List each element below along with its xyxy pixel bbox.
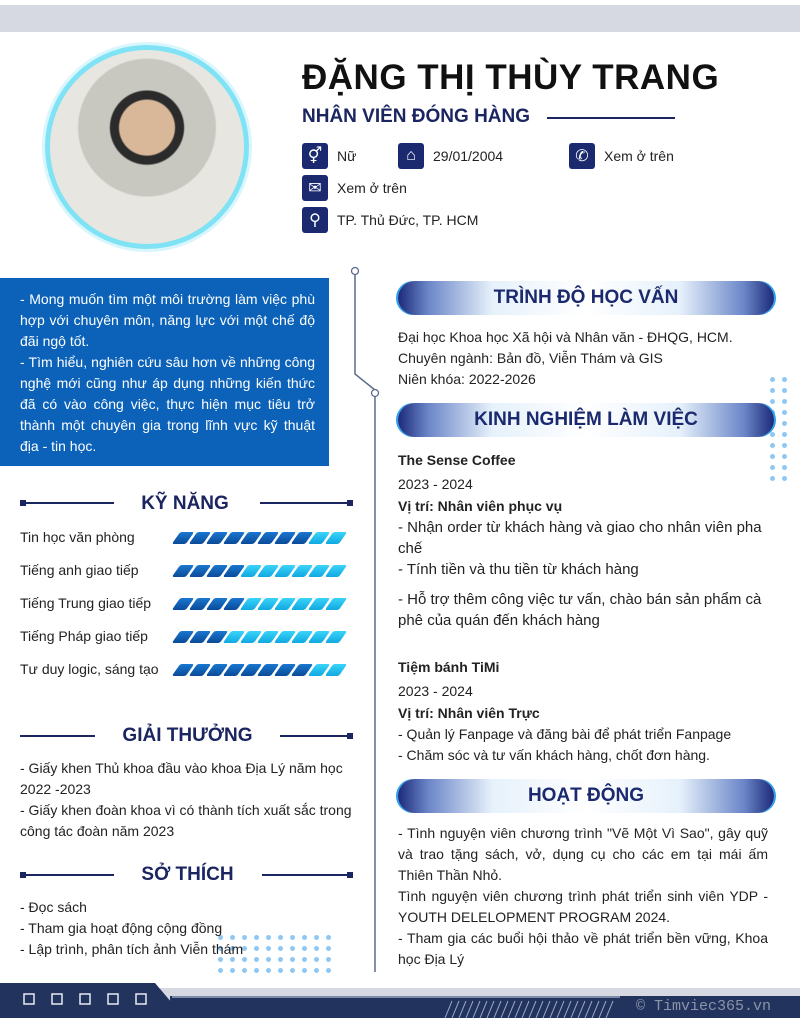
divider <box>24 874 114 876</box>
email-info: ✉ Xem ở trên <box>302 175 407 201</box>
dot <box>770 399 775 404</box>
education-heading: TRÌNH ĐỘ HỌC VẤN <box>398 281 774 315</box>
hobby-item: - Đọc sách <box>20 899 87 915</box>
dot <box>278 957 283 962</box>
mail-icon: ✉ <box>302 175 328 201</box>
job-period: 2023 - 2024 <box>398 683 473 699</box>
dot <box>782 388 787 393</box>
skill-name: Tin học văn phòng <box>20 529 135 545</box>
job-position: Vị trí: Nhân viên phục vụ <box>398 498 563 514</box>
experience-heading: KINH NGHIỆM LÀM VIỆC <box>398 403 774 437</box>
awards-list <box>20 758 355 842</box>
dot <box>302 957 307 962</box>
dot <box>770 388 775 393</box>
dot <box>266 957 271 962</box>
dot <box>782 421 787 426</box>
dot <box>278 946 283 951</box>
dot <box>278 935 283 940</box>
dot <box>266 968 271 973</box>
watermark: © Timviec365.vn <box>636 998 772 1015</box>
dot <box>782 399 787 404</box>
career-objective <box>0 278 329 466</box>
dot <box>782 432 787 437</box>
job-entry <box>398 450 768 631</box>
dot <box>290 957 295 962</box>
decor <box>347 872 353 878</box>
decor <box>347 733 353 739</box>
divider <box>20 735 95 737</box>
skills-heading: KỸ NĂNG <box>141 493 229 514</box>
skill-level-bar <box>176 532 343 544</box>
dot <box>302 968 307 973</box>
objective-text: - Mong muốn tìm một môi trường làm việc phù hợp với chuyên môn, năng lực với một chế độ đãi ngộ tốt. <box>20 291 315 349</box>
objective-text: - Tìm hiểu, nghiên cứu sâu hơn về những công nghệ mới cũng như áp dụng những kiến thức đã có vào công việc, thực hiện mục tiêu trở thành một chuyên gia trong lĩnh vực kỹ thuật địa - tin học. <box>20 354 315 454</box>
awards-heading: GIẢI THƯỞNG <box>122 725 253 746</box>
dot <box>242 968 247 973</box>
job-task: - Hỗ trợ thêm công việc tư vấn, chào bán sản phẩm cà phê của quán đến khách hàng <box>398 591 762 629</box>
top-band <box>0 5 800 32</box>
company-name: The Sense Coffee <box>398 452 516 468</box>
divider <box>547 117 675 119</box>
dot <box>290 968 295 973</box>
dot <box>266 935 271 940</box>
dot <box>782 465 787 470</box>
dot <box>266 946 271 951</box>
activity-item: Tình nguyện viên chương trình phát triển sinh viên YDP - YOUTH DELELOPMENT PROGRAM 2024. <box>398 888 768 925</box>
decor <box>347 500 353 506</box>
hobbies-heading: SỞ THÍCH <box>141 864 234 885</box>
gender-info: ⚥ Nữ <box>302 143 356 169</box>
dot <box>326 946 331 951</box>
job-position: Vị trí: Nhân viên Trực <box>398 705 540 721</box>
dot <box>770 432 775 437</box>
dot <box>218 968 223 973</box>
dot <box>770 476 775 481</box>
dot <box>770 454 775 459</box>
skill-level-bar <box>176 631 343 643</box>
address-info: ⚲ TP. Thủ Đức, TP. HCM <box>302 207 478 233</box>
dot <box>314 968 319 973</box>
phone-icon: ✆ <box>569 143 595 169</box>
dot <box>782 410 787 415</box>
job-entry <box>398 657 768 766</box>
dot <box>290 946 295 951</box>
dot <box>782 443 787 448</box>
divider <box>24 502 114 504</box>
divider <box>260 502 350 504</box>
dot <box>770 377 775 382</box>
dot <box>326 957 331 962</box>
dot <box>314 957 319 962</box>
dot <box>302 946 307 951</box>
job-task: - Tính tiền và thu tiền từ khách hàng <box>398 561 639 578</box>
divider <box>262 874 350 876</box>
dot <box>254 957 259 962</box>
profile-photo <box>45 45 249 249</box>
job-task: - Chăm sóc và tư vấn khách hàng, chốt đơn hàng. <box>398 747 710 763</box>
skill-level-bar <box>176 598 343 610</box>
cake-icon: ⌂ <box>398 143 424 169</box>
activity-item: - Tình nguyện viên chương trình "Vẽ Một Vì Sao", gây quỹ và trao tặng sách, vở, dụng cụ cho các em tại mái ấm Thiên Thần Nhỏ. <box>398 825 768 883</box>
job-task: - Quản lý Fanpage và đăng bài để phát triển Fanpage <box>398 726 732 742</box>
dot <box>230 968 235 973</box>
birthday-info: ⌂ 29/01/2004 <box>398 143 503 169</box>
skill-name: Tiếng Pháp giao tiếp <box>20 628 148 644</box>
education-details <box>398 327 733 390</box>
skill-name: Tiếng Trung giao tiếp <box>20 595 152 611</box>
dot <box>254 946 259 951</box>
hobby-item: - Lập trình, phân tích ảnh Viễn thám <box>20 941 244 957</box>
dot <box>302 935 307 940</box>
activity-item: - Tham gia các buổi hội thảo về phát triển bền vững, Khoa học Địa Lý <box>398 930 768 967</box>
skill-level-bar <box>176 565 343 577</box>
dot-pattern <box>770 377 787 481</box>
dot <box>782 476 787 481</box>
award-item: - Giấy khen Thủ khoa đầu vào khoa Địa Lý năm học 2022 -2023 <box>20 760 343 797</box>
activities-heading: HOẠT ĐỘNG <box>398 779 774 813</box>
dot <box>278 968 283 973</box>
dot <box>782 454 787 459</box>
education-line: Chuyên ngành: Bản đồ, Viễn Thám và GIS <box>398 350 663 366</box>
education-line: Niên khóa: 2022-2026 <box>398 371 536 387</box>
job-period: 2023 - 2024 <box>398 476 473 492</box>
education-line: Đại học Khoa học Xã hội và Nhân văn - ĐHQG, HCM. <box>398 329 733 345</box>
hobby-item: - Tham gia hoạt động cộng đồng <box>20 920 223 936</box>
dot <box>290 935 295 940</box>
dot <box>254 935 259 940</box>
dot <box>254 968 259 973</box>
dot <box>770 443 775 448</box>
dot <box>770 465 775 470</box>
skill-name: Tiếng anh giao tiếp <box>20 562 139 578</box>
dot <box>326 968 331 973</box>
award-item: - Giấy khen đoàn khoa vì có thành tích xuất sắc trong công tác đoàn năm 2023 <box>20 802 352 839</box>
company-name: Tiệm bánh TiMi <box>398 659 500 675</box>
job-title: NHÂN VIÊN ĐÓNG HÀNG <box>302 106 531 127</box>
skill-name: Tư duy logic, sáng tạo <box>20 661 159 677</box>
dot <box>326 935 331 940</box>
hobbies-list <box>20 897 243 960</box>
skill-level-bar <box>176 664 343 676</box>
candidate-name: ĐẶNG THỊ THÙY TRANG <box>302 58 720 97</box>
gender-icon: ⚥ <box>302 143 328 169</box>
activities-list <box>398 823 768 970</box>
phone-info: ✆ Xem ở trên <box>569 143 674 169</box>
dot <box>782 377 787 382</box>
dot <box>314 935 319 940</box>
dot <box>314 946 319 951</box>
job-task: - Nhận order từ khách hàng và giao cho nhân viên pha chế <box>398 519 762 557</box>
location-icon: ⚲ <box>302 207 328 233</box>
divider <box>280 735 350 737</box>
